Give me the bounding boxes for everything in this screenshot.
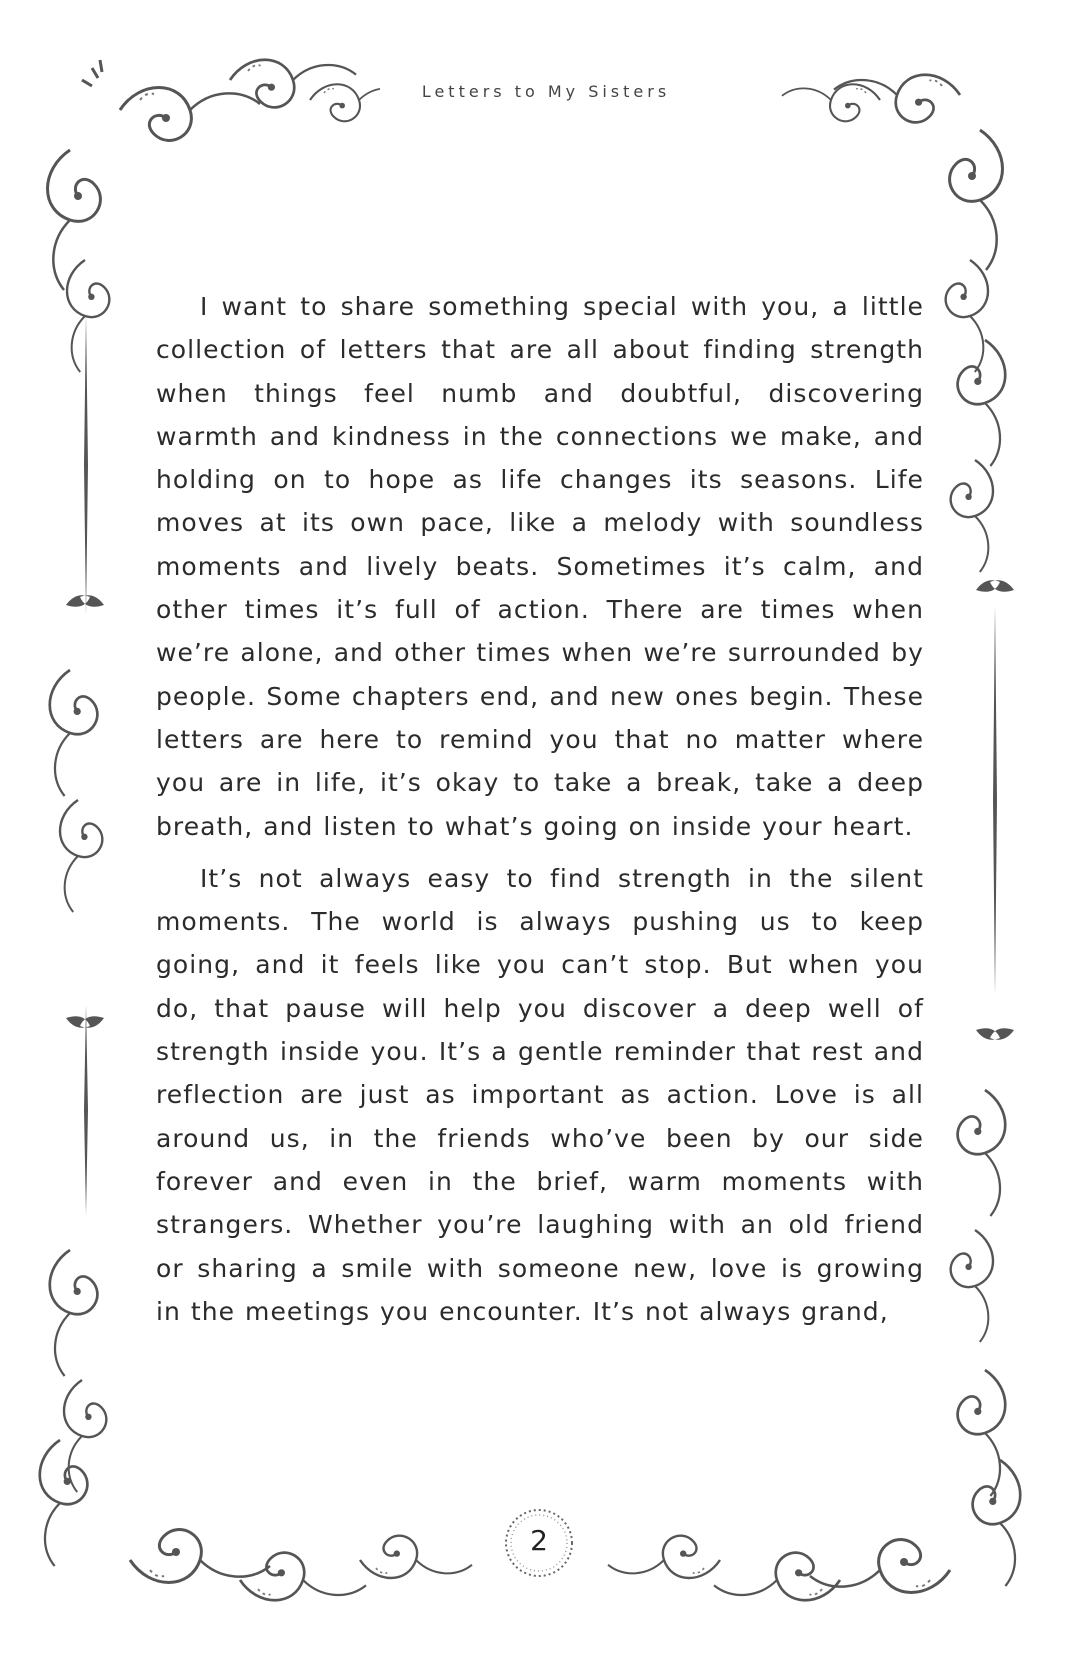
bottom-right-corner-ornament bbox=[608, 1460, 1020, 1600]
bottom-left-corner-ornament bbox=[40, 1440, 472, 1600]
right-side-ornament bbox=[951, 340, 1014, 1496]
left-side-ornament bbox=[50, 315, 107, 1492]
page-number: 2 bbox=[530, 1524, 548, 1557]
page-number-badge bbox=[501, 1505, 577, 1581]
body-text bbox=[156, 285, 924, 1342]
running-header-title: Letters to My Sisters bbox=[380, 82, 712, 101]
paragraph-2: It’s not always easy to find strength in the silent moments. The world is always pushing us to keep going, and it feels like you can’t stop. But when you do, that pause will help you discover a deep well of strength inside you. It’s a gentle reminder that rest and reflection are just as important as action. Love is all around us, in the friends who’ve been by our side forever and even in the brief, warm moments with strangers. Whether you’re laughing with an old friend or sharing a smile with someone new, love is growing in the meetings you encounter. It’s not always grand, bbox=[156, 863, 924, 1326]
paragraph-1: I want to share something special with you, a little collection of letters that are all about finding strength when things feel numb and doubtful, discovering warmth and kindness in the connections we make, and holding on to hope as life changes its seasons. Life moves at its own pace, like a melody with soundless moments and lively beats. Sometimes it’s calm, and other times it’s full of action. There are times when we’re alone, and other times when we’re surrounded by people. Some chapters end, and new ones begin. These letters are here to remind you that no matter where you are in life, it’s okay to take a break, take a deep breath, and listen to what’s going on inside your heart. bbox=[156, 292, 924, 841]
